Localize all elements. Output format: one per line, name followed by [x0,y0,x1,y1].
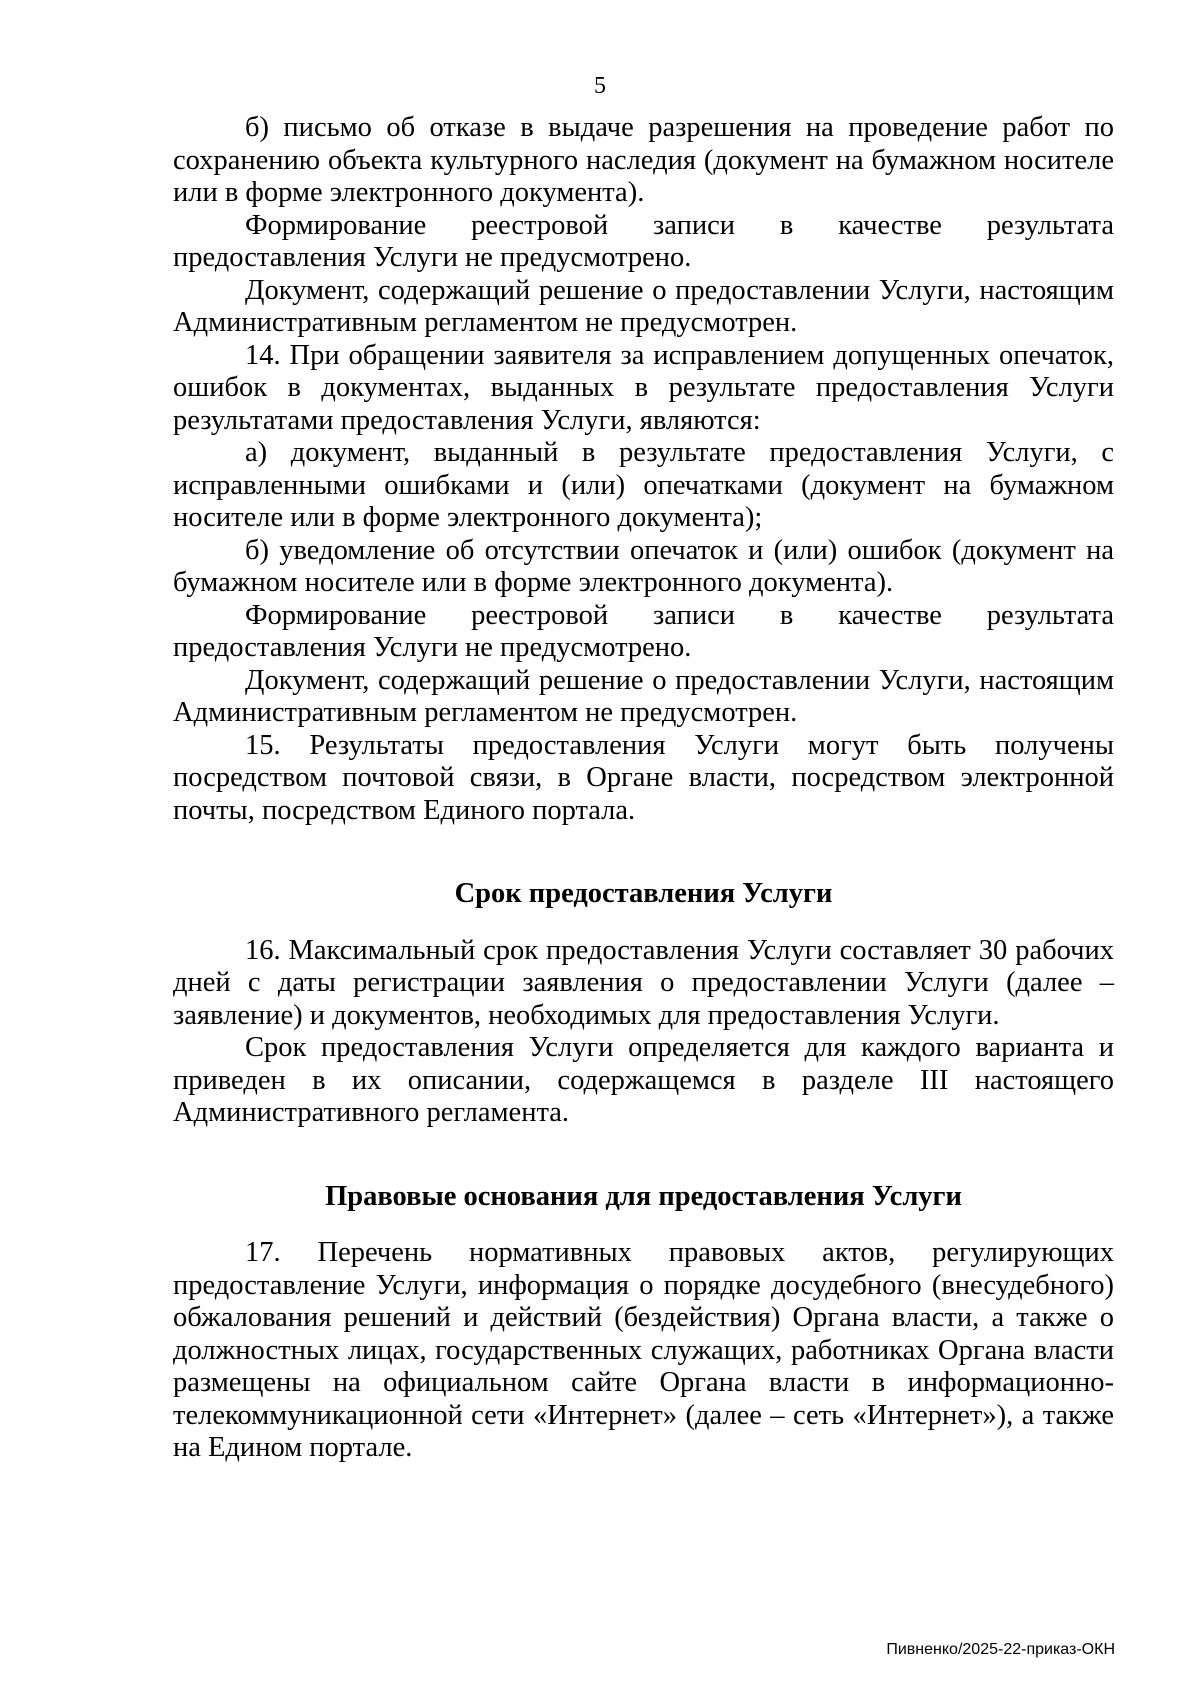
paragraph-decision-note-2: Документ, содержащий решение о предоставлении Услуги, настоящим Административным регламентом не предусмотрен. [173,664,1114,728]
section-heading-term: Срок предоставления Услуги [454,878,833,909]
paragraph-item-14-a: а) документ, выданный в результате предоставления Услуги, с исправленными ошибками и (или) опечатками (документ на бумажном носителе или в форме электронного документа); [173,437,1114,533]
page-number: 5 [594,73,606,99]
paragraph-registry-note: Формирование реестровой записи в качестве результата предоставления Услуги не предусмотрено. [173,209,1114,273]
paragraph-item-14-b: б) уведомление об отсутствии опечаток и (или) ошибок (документ на бумажном носителе или в форме электронного документа). [173,534,1114,598]
document-body [173,112,1114,1465]
paragraph-item-16: 16. Максимальный срок предоставления Услуги составляет 30 рабочих дней с даты регистрации заявления о предоставлении Услуги (далее – заявление) и документов, необходимых для предоставления Услуги. [173,934,1114,1031]
paragraph-item-15: 15. Результаты предоставления Услуги могут быть получены посредством почтовой связи, в Органе власти, посредством электронной почты, посредством Единого портала. [173,729,1114,826]
paragraph-item-17: 17. Перечень нормативных правовых актов, регулирующих предоставление Услуги, информация о порядке досудебного (внесудебного) обжалования решений и действий (бездействия) Органа власти, а также о должностных лицах, государственных служащих, работниках Органа власти размещены на официальном сайте Органа власти в информационно-телекоммуникационной сети «Интернет» (далее – сеть «Интернет»), а также на Едином портале. [173,1237,1114,1463]
paragraph-decision-note: Документ, содержащий решение о предоставлении Услуги, настоящим Административным регламентом не предусмотрен. [173,274,1114,338]
paragraph-registry-note-2: Формирование реестровой записи в качестве результата предоставления Услуги не предусмотрено. [173,599,1114,663]
section-heading-legal-basis: Правовые основания для предоставления Услуги [325,1180,962,1212]
paragraph-term-variant: Срок предоставления Услуги определяется для каждого варианта и приведен в их описании, содержащемся в разделе III настоящего Административного регламента. [173,1032,1114,1128]
paragraph-result-b: б) письмо об отказе в выдаче разрешения на проведение работ по сохранению объекта культурного наследия (документ на бумажном носителе или в форме электронного документа). [173,112,1114,208]
document-footer-reference: Пивненко/2025-22-приказ-ОКН [886,1641,1115,1658]
paragraph-item-14: 14. При обращении заявителя за исправлением допущенных опечаток, ошибок в документах, выданных в результате предоставления Услуги результатами предоставления Услуги, являются: [173,339,1114,436]
